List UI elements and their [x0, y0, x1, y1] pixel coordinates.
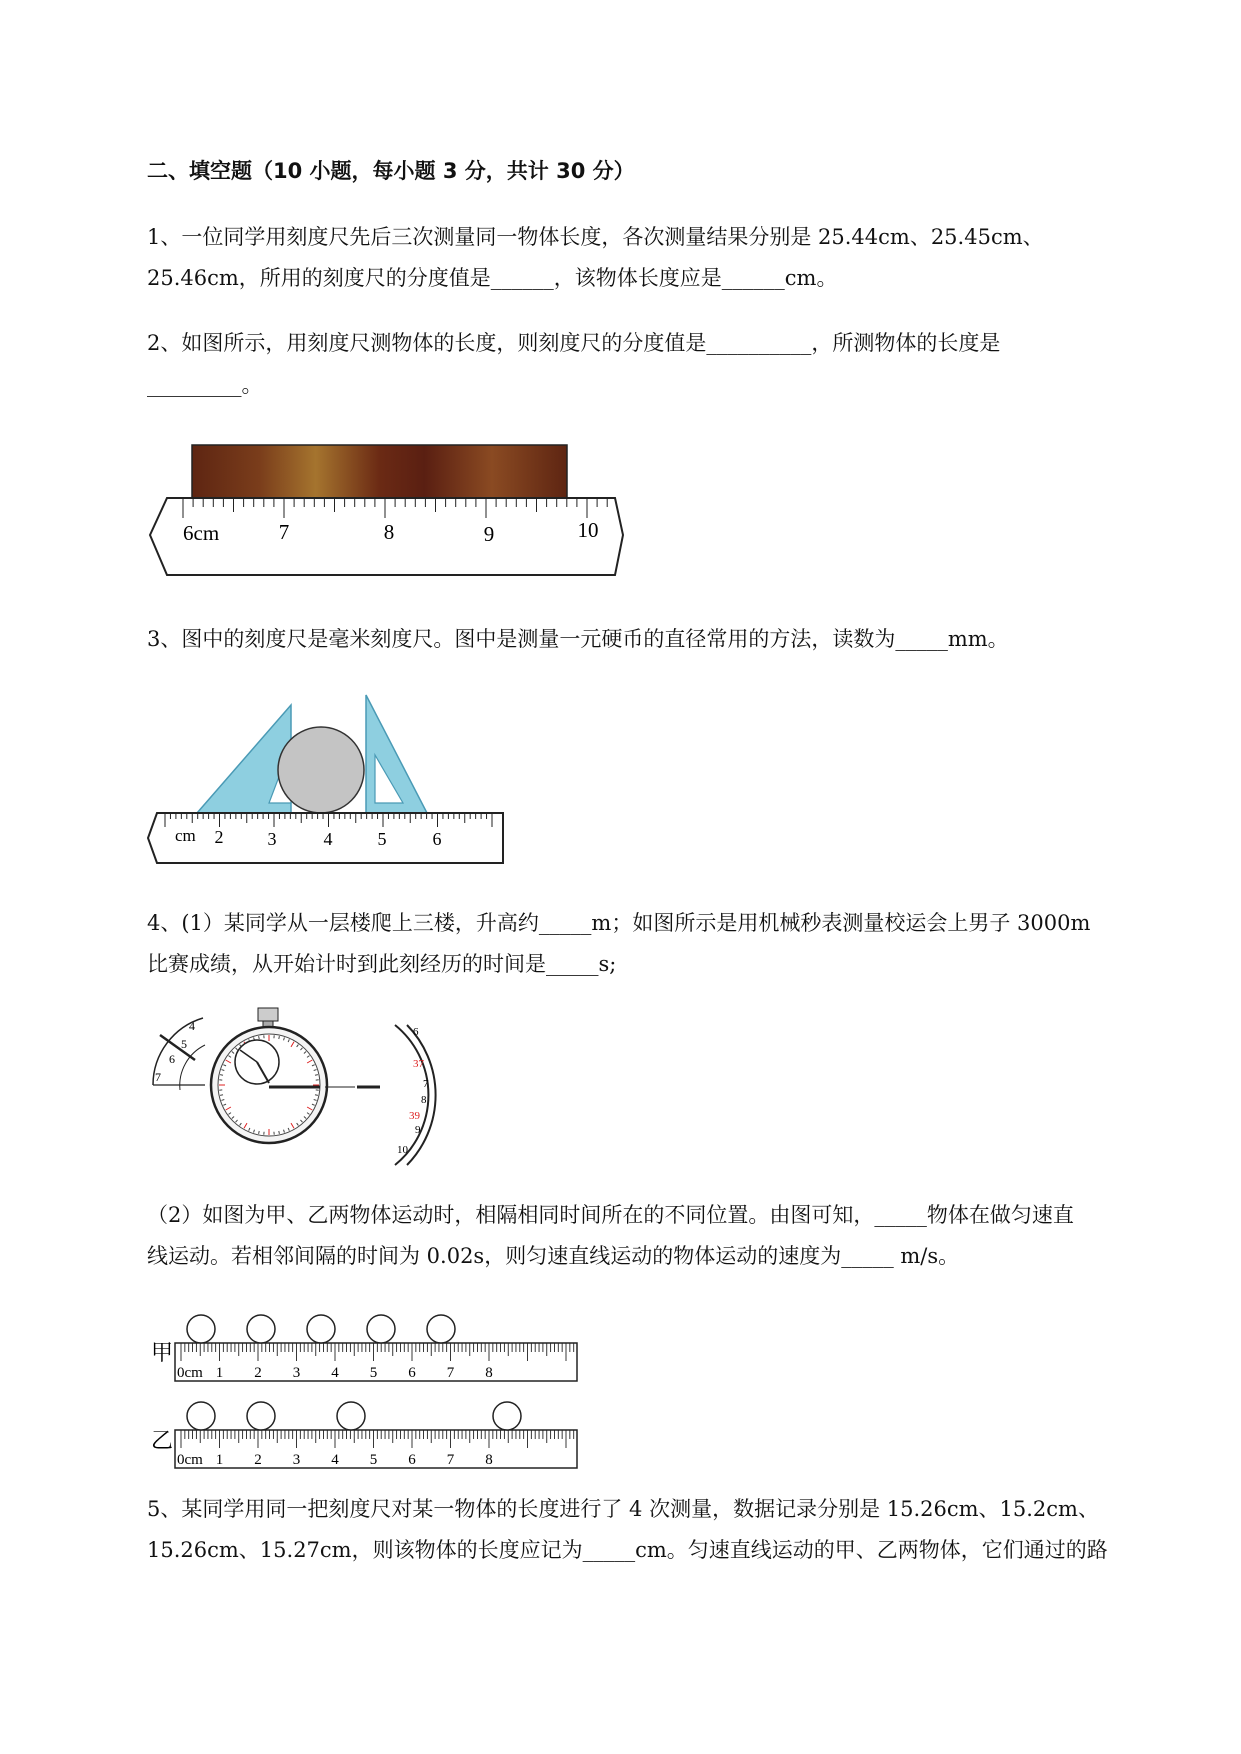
row-label-yi: 乙	[151, 1428, 174, 1453]
question-4-line-2: 比赛成绩，从开始计时到此刻经历的时间是_____s;	[147, 952, 617, 976]
ruler-label: 7	[446, 1365, 455, 1381]
ball	[337, 1402, 365, 1430]
ball	[247, 1402, 275, 1430]
sec-label-6: 6	[413, 1026, 419, 1038]
ruler-label-10: 10	[577, 518, 599, 542]
min-label-7: 7	[155, 1070, 161, 1084]
question-3-line-1: 3、图中的刻度尺是毫米刻度尺。图中是测量一元硬币的直径常用的方法，读数为_____mm。	[147, 627, 1009, 651]
ball	[187, 1315, 215, 1343]
ball	[187, 1402, 215, 1430]
sec-label-8: 8	[421, 1094, 427, 1106]
min-label-5: 5	[181, 1037, 187, 1051]
ruler-label: 7	[446, 1452, 455, 1468]
sec-label-37: 37	[413, 1058, 424, 1070]
ruler3-label-6: 6	[432, 829, 442, 849]
ruler-label: 1	[215, 1365, 224, 1381]
ruler-label: 1	[215, 1452, 224, 1468]
tick	[279, 1131, 280, 1134]
ruler-label: 2	[254, 1452, 262, 1468]
ruler-label-7: 7	[278, 520, 290, 544]
ruler-label: 8	[485, 1365, 493, 1381]
figure-motion-rulers	[145, 1300, 585, 1475]
ball	[493, 1402, 521, 1430]
question-2-line-2: _________。	[147, 373, 263, 397]
ruler-ticks-2	[165, 813, 492, 827]
ruler-label-9: 9	[483, 522, 495, 546]
sec-label-7: 7	[423, 1078, 429, 1090]
ruler-ticks	[183, 498, 607, 518]
sec-label-10: 10	[397, 1144, 408, 1156]
ruler-label: 0cm	[177, 1365, 203, 1381]
ball	[367, 1315, 395, 1343]
question-1-line-1: 1、一位同学用刻度尺先后三次测量同一物体长度，各次测量结果分别是 25.44cm、25.45cm、	[147, 225, 1044, 249]
ruler-label: 3	[292, 1452, 301, 1468]
figure-ruler-bar	[145, 435, 645, 580]
question-5-line-2: 15.26cm、15.27cm，则该物体的长度应记为_____cm。匀速直线运动的甲、乙两物体，它们通过的路	[147, 1538, 1108, 1562]
ruler-row-yi	[175, 1402, 577, 1468]
question-4-line-1: 4、(1）某同学从一层楼爬上三楼，升高约_____m；如图所示是用机械秒表测量校运会上男子 3000m	[147, 911, 1091, 935]
section-title: 二、填空题（10 小题，每小题 3 分，共计 30 分）	[147, 159, 635, 183]
sec-label-9: 9	[415, 1124, 421, 1136]
question-2-line-1: 2、如图所示，用刻度尺测物体的长度，则刻度尺的分度值是__________，所测物体的长度是	[147, 331, 1001, 355]
ruler-label: 2	[254, 1365, 262, 1381]
sec-label-39: 39	[409, 1110, 420, 1122]
tick	[279, 1036, 280, 1039]
ruler-label: 0cm	[177, 1452, 203, 1468]
ruler-label: 6	[408, 1452, 416, 1468]
ruler-label: 5	[369, 1452, 378, 1468]
row-label-jia: 甲	[151, 1340, 174, 1365]
tick	[220, 1095, 223, 1096]
ruler3-label-3: 3	[267, 829, 277, 849]
question-1-line-2: 25.46cm，所用的刻度尺的分度值是______，该物体长度应是______cm。	[147, 266, 838, 290]
tick	[315, 1075, 318, 1076]
ruler-label: 6	[408, 1365, 416, 1381]
ball	[247, 1315, 275, 1343]
figure-coin-measure	[145, 685, 515, 870]
ruler-label: 3	[292, 1365, 301, 1381]
ruler-label-6cm: 6cm	[183, 521, 220, 545]
ruler-label-8: 8	[383, 520, 395, 544]
ruler-label: 8	[485, 1452, 493, 1468]
ruler-label: 5	[369, 1365, 378, 1381]
ruler-label: 4	[331, 1452, 339, 1468]
ruler3-label-2: 2	[214, 827, 224, 847]
coin	[278, 727, 364, 813]
ruler3-label-4: 4	[323, 829, 333, 849]
ball	[307, 1315, 335, 1343]
question-5-line-1: 5、某同学用同一把刻度尺对某一物体的长度进行了 4 次测量，数据记录分别是 15.26cm、15.2cm、	[147, 1497, 1099, 1521]
ruler-unit: cm	[175, 826, 196, 845]
min-label-6: 6	[169, 1052, 175, 1066]
figure-stopwatch	[145, 1005, 465, 1170]
ruler3-label-5: 5	[377, 829, 387, 849]
tick	[315, 1095, 318, 1096]
tick	[259, 1036, 260, 1039]
tick	[259, 1131, 260, 1134]
question-4b-line-1: （2）如图为甲、乙两物体运动时，相隔相同时间所在的不同位置。由图可知，_____物体在做匀速直	[147, 1203, 1074, 1227]
measured-bar	[192, 445, 567, 498]
min-label-4: 4	[189, 1019, 195, 1033]
tick	[220, 1075, 223, 1076]
question-4b-line-2: 线运动。若相邻间隔的时间为 0.02s，则匀速直线运动的物体运动的速度为_____ m/s。	[147, 1244, 960, 1268]
ruler-label: 4	[331, 1365, 339, 1381]
ruler-row-jia	[175, 1315, 577, 1381]
ball	[427, 1315, 455, 1343]
